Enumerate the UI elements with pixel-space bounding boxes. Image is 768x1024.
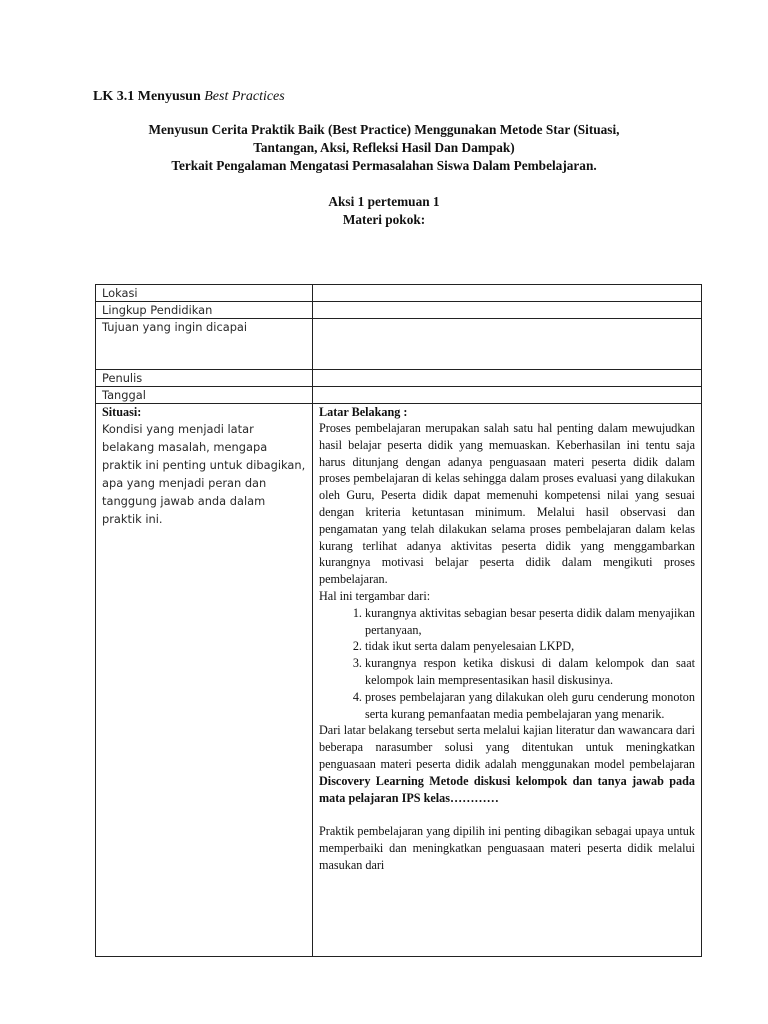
table-row bbox=[96, 285, 702, 302]
situasi-description: Kondisi yang menjadi latar belakang masalah, mengapa praktik ini penting untuk dibagikan, apa yang menjadi peran dan tanggung jawab anda dalam praktik ini. bbox=[102, 422, 306, 526]
latar-belakang-label: Latar Belakang : bbox=[319, 405, 408, 419]
table-row bbox=[96, 387, 702, 404]
tujuan-value-cell[interactable] bbox=[313, 319, 702, 370]
latar-paragraph-3 bbox=[319, 722, 695, 806]
document-title bbox=[95, 121, 673, 175]
table-row bbox=[96, 370, 702, 387]
tanggal-label: Tanggal bbox=[96, 387, 313, 404]
latar-paragraph-3-bold: Discovery Learning Metode diskusi kelompok dan tanya jawab pada mata pelajaran IPS kelas………… bbox=[319, 773, 695, 805]
list-item: 3. kurangnya respon ketika diskusi di dalam kelompok dan saat kelompok lain mempresentasikan hasil diskusinya. bbox=[365, 655, 695, 689]
list-item: 2. tidak ikut serta dalam penyelesaian LKPD, bbox=[365, 638, 695, 655]
best-practice-table bbox=[95, 284, 702, 957]
lingkup-label: Lingkup Pendidikan bbox=[96, 302, 313, 319]
lokasi-label: Lokasi bbox=[96, 285, 313, 302]
list-item: 1. kurangnya aktivitas sebagian besar peserta didik dalam menyajikan pertanyaan, bbox=[365, 605, 695, 639]
table-row bbox=[96, 319, 702, 370]
penulis-value-cell[interactable] bbox=[313, 370, 702, 387]
problem-list bbox=[319, 605, 695, 723]
paragraph-spacer bbox=[319, 806, 695, 823]
lokasi-value-cell[interactable] bbox=[313, 285, 702, 302]
heading-italic: Best Practices bbox=[204, 89, 285, 104]
table-row bbox=[96, 302, 702, 319]
title-line-3: Terkait Pengalaman Mengatasi Permasalahan Siswa Dalam Pembelajaran. bbox=[171, 158, 597, 173]
aksi-heading bbox=[95, 193, 673, 229]
worksheet-heading bbox=[93, 89, 285, 105]
aksi-line-1: Aksi 1 pertemuan 1 bbox=[328, 194, 440, 209]
title-line-1: Menyusun Cerita Praktik Baik (Best Practice) Menggunakan Metode Star (Situasi, bbox=[148, 122, 620, 137]
penulis-label: Penulis bbox=[96, 370, 313, 387]
latar-paragraph-2: Hal ini tergambar dari: bbox=[319, 588, 431, 603]
situasi-label: Situasi: bbox=[102, 405, 142, 419]
tujuan-label: Tujuan yang ingin dicapai bbox=[96, 319, 313, 370]
table-row bbox=[96, 404, 702, 957]
latar-belakang-cell[interactable] bbox=[313, 404, 702, 957]
tanggal-value-cell[interactable] bbox=[313, 387, 702, 404]
latar-paragraph-1: Proses pembelajaran merupakan salah satu hal penting dalam mewujudkan hasil belajar peserta didik yang memuaskan. Keberhasilan ini tentu saja harus ditunjang dengan adanya penguasaan materi peserta didik dalam proses pembelajaran di kelas sehingga dalam proses evaluasi yang dilakukan oleh Guru, Peserta didik dapat memenuhi kompetensi nilai yang sesuai dengan kriteria ketuntasan minimum. Melalui hasil observasi dan pengamatan yang telah dilakukan selama proses pembelajaran dalam kelas kurang terlihat adanya aktivitas peserta didik yang menggambarkan kurangnya motivasi belajar peserta didik dalam mengikuti proses pembelajaran. bbox=[319, 421, 695, 587]
list-item: 4. proses pembelajaran yang dilakukan oleh guru cenderung monoton serta kurang pemanfaatan media pembelajaran yang menarik. bbox=[365, 689, 695, 723]
title-line-2: Tantangan, Aksi, Refleksi Hasil Dan Dampak) bbox=[253, 140, 515, 155]
lingkup-value-cell[interactable] bbox=[313, 302, 702, 319]
heading-prefix: LK 3.1 Menyusun bbox=[93, 89, 201, 104]
latar-paragraph-3-text: Dari latar belakang tersebut serta melalui kajian literatur dan wawancara dari beberapa narasumber solusi yang ditentukan untuk meningkatkan penguasaan materi peserta didik adalah menggunakan model pembelajaran bbox=[319, 723, 695, 771]
aksi-line-2: Materi pokok: bbox=[342, 212, 426, 227]
situasi-cell bbox=[96, 404, 313, 957]
latar-paragraph-4: Praktik pembelajaran yang dipilih ini penting dibagikan sebagai upaya untuk memperbaiki dan meningkatkan penguasaan materi peserta didik melalui masukan dari bbox=[319, 824, 695, 872]
